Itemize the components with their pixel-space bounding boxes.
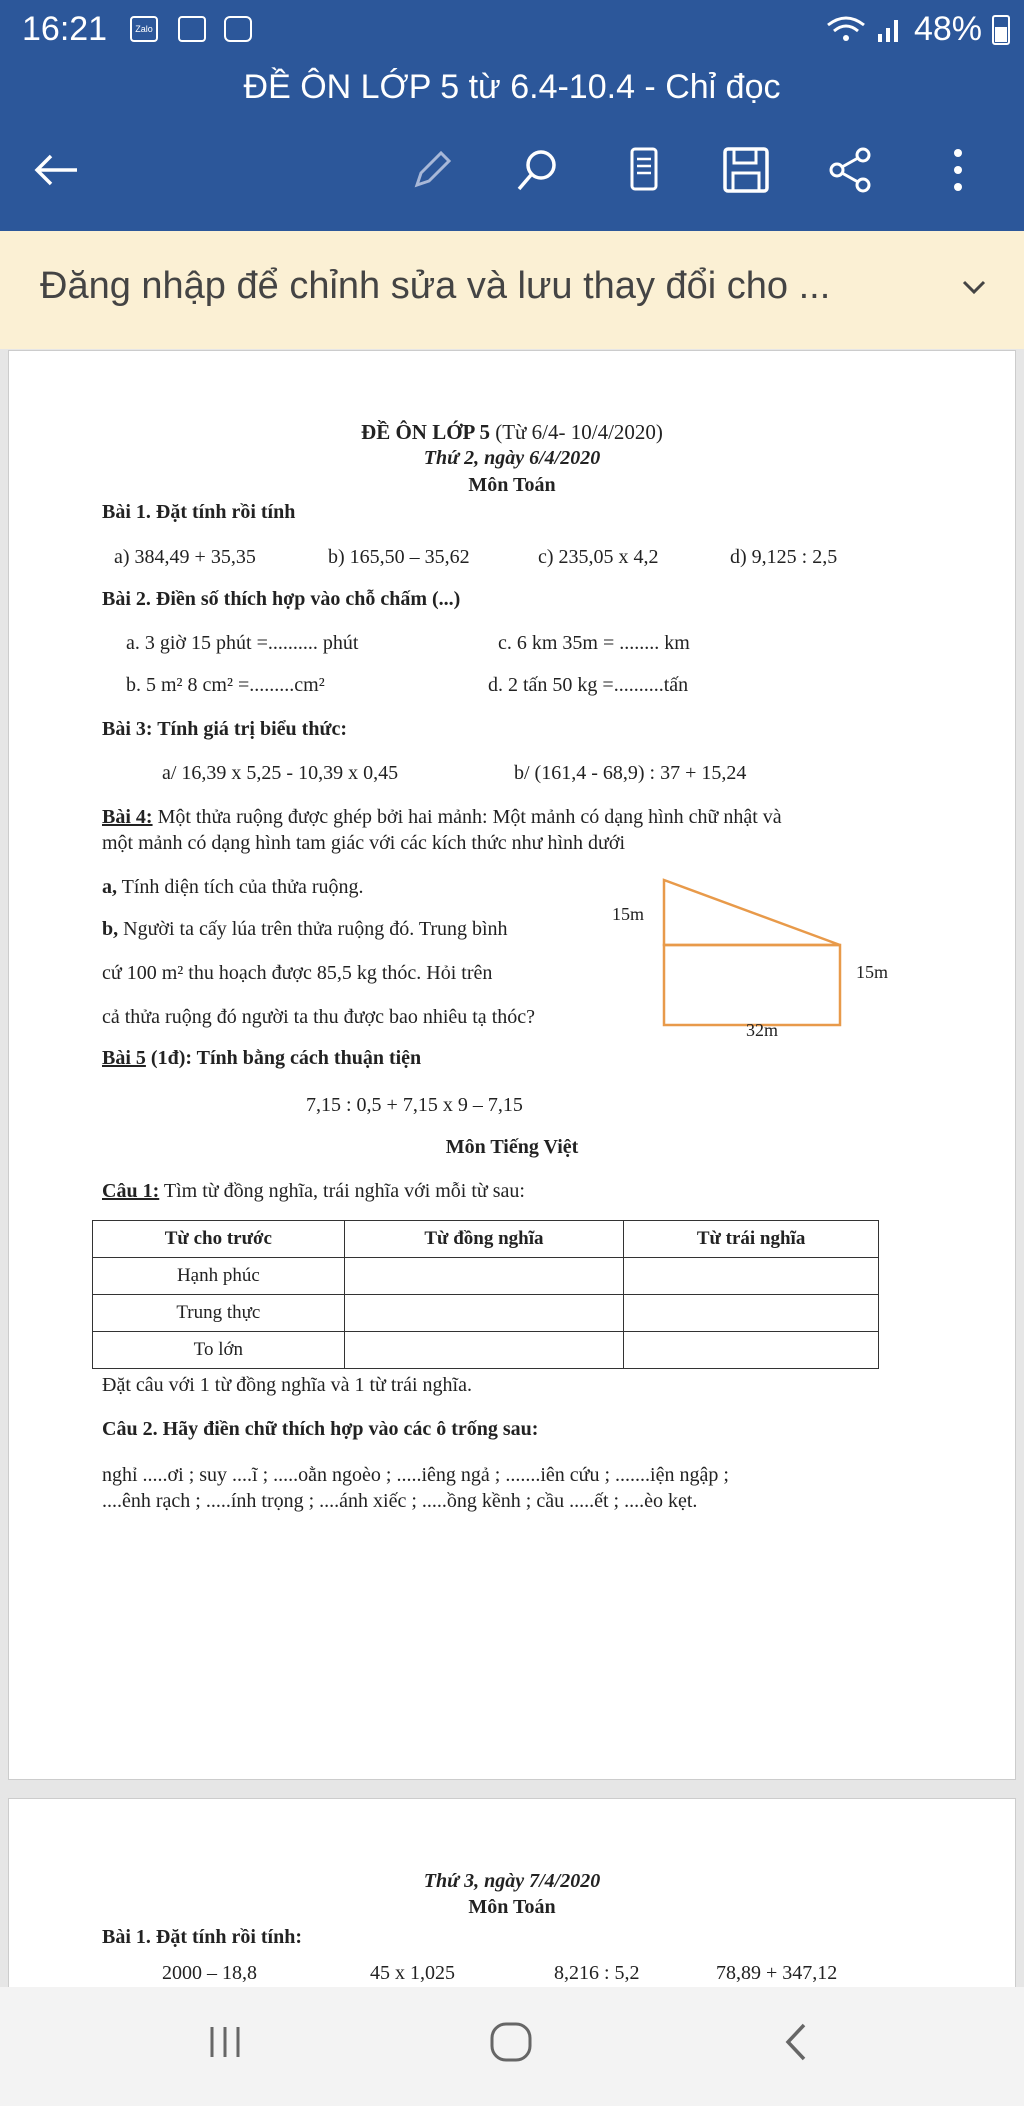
bai4-b2: cứ 100 m² thu hoạch được 85,5 kg thóc. Hỏi trên bbox=[102, 962, 493, 984]
cau2-line2: ....ênh rạch ; .....ính trọng ; ....ánh xiếc ; .....ồng kềnh ; cầu .....ết ; ....èo kẹt. bbox=[102, 1490, 698, 1512]
bai2-d: d. 2 tấn 50 kg =..........tấn bbox=[488, 674, 689, 696]
back-icon[interactable] bbox=[772, 2017, 822, 2072]
banner-text: Đăng nhập để chỉnh sửa và lưu thay đổi cho ... bbox=[40, 265, 831, 307]
p2-bai1-item: 45 x 1,025 bbox=[370, 1962, 455, 1984]
doc-date-2: Thứ 3, ngày 7/4/2020 bbox=[423, 1870, 601, 1892]
table-header: Từ cho trước bbox=[93, 1221, 345, 1258]
bai4-line2: một mảnh có dạng hình tam giác với các kích thức như hình dưới bbox=[102, 832, 625, 854]
bai2-a: a. 3 giờ 15 phút =.......... phút bbox=[126, 632, 359, 654]
subject-vietnamese: Môn Tiếng Việt bbox=[445, 1136, 579, 1158]
bai4-b1: b, Người ta cấy lúa trên thửa ruộng đó. Trung bình bbox=[102, 918, 508, 940]
bai1-item-b: b) 165,50 – 35,62 bbox=[328, 546, 470, 568]
recent-apps-icon[interactable] bbox=[200, 2017, 250, 2072]
bai4-line1: Bài 4: Một thửa ruộng được ghép bởi hai mảnh: Một mảnh có dạng hình chữ nhật và bbox=[102, 806, 782, 828]
bai2-title: Bài 2. Điền số thích hợp vào chỗ chấm (...) bbox=[102, 588, 461, 610]
bai4-a: a, Tính diện tích của thửa ruộng. bbox=[102, 876, 364, 898]
home-icon[interactable] bbox=[486, 2017, 536, 2072]
bai1-item-a: a) 384,49 + 35,35 bbox=[114, 546, 256, 568]
status-time: 16:21 bbox=[22, 10, 108, 48]
p2-bai1-item: 78,89 + 347,12 bbox=[716, 1962, 838, 1984]
bai5-expression: 7,15 : 0,5 + 7,15 x 9 – 7,15 bbox=[306, 1094, 523, 1116]
bai1-item-c: c) 235,05 x 4,2 bbox=[538, 546, 659, 568]
cau1-title: Câu 1: Tìm từ đồng nghĩa, trái nghĩa với mỗi từ sau: bbox=[102, 1180, 525, 1202]
fig-label-32m: 32m bbox=[746, 1020, 779, 1040]
subject-math-2: Môn Toán bbox=[468, 1896, 556, 1918]
table-header: Từ đồng nghĩa bbox=[344, 1221, 623, 1258]
document-title: ĐỀ ÔN LỚP 5 từ 6.4-10.4 - Chỉ đọc bbox=[243, 68, 781, 106]
bai5-title: Bài 5 (1đ): Tính bằng cách thuận tiện bbox=[102, 1047, 422, 1069]
doc-date-1: Thứ 2, ngày 6/4/2020 bbox=[423, 447, 601, 469]
fig-label-15m-right: 15m bbox=[856, 962, 889, 982]
cau1-note: Đặt câu với 1 từ đồng nghĩa và 1 từ trái nghĩa. bbox=[102, 1374, 472, 1396]
table-header: Từ trái nghĩa bbox=[624, 1221, 879, 1258]
bai2-c: c. 6 km 35m = ........ km bbox=[498, 632, 690, 654]
doc-heading: ĐỀ ÔN LỚP 5 (Từ 6/4- 10/4/2020) bbox=[361, 420, 663, 444]
table-cell: Hạnh phúc bbox=[93, 1258, 345, 1295]
zalo-notification-icon: Zalo bbox=[130, 16, 158, 42]
fig-label-15m-left: 15m bbox=[612, 904, 645, 924]
bai1-item-d: d) 9,125 : 2,5 bbox=[730, 546, 838, 568]
bai3-title: Bài 3: Tính giá trị biểu thức: bbox=[102, 718, 347, 740]
p2-bai1-item: 8,216 : 5,2 bbox=[554, 1962, 640, 1984]
bai3-b: b/ (161,4 - 68,9) : 37 + 15,24 bbox=[514, 762, 747, 784]
system-nav-bar bbox=[0, 1987, 1024, 2106]
subject-math: Môn Toán bbox=[468, 474, 556, 496]
p2-bai1-title: Bài 1. Đặt tính rồi tính: bbox=[102, 1926, 303, 1948]
p2-bai1-item: 2000 – 18,8 bbox=[162, 1962, 257, 1984]
table-cell: Trung thực bbox=[93, 1295, 345, 1332]
cau2-line1: nghỉ .....ơi ; suy ....ĩ ; .....oằn ngoèo ; .....iêng ngả ; .......iên cứu ; .......iện ngập ; bbox=[102, 1464, 729, 1486]
bai1-title: Bài 1. Đặt tính rồi tính bbox=[102, 501, 296, 523]
bai2-b: b. 5 m² 8 cm² =.........cm² bbox=[126, 674, 325, 696]
bai3-a: a/ 16,39 x 5,25 - 10,39 x 0,45 bbox=[162, 762, 399, 784]
cau2-title: Câu 2. Hãy điền chữ thích hợp vào các ô trống sau: bbox=[102, 1418, 539, 1440]
bai4-b3: cả thửa ruộng đó người ta thu được bao nhiêu tạ thóc? bbox=[102, 1006, 535, 1028]
table-cell: To lớn bbox=[93, 1332, 345, 1369]
battery-percent: 48% bbox=[913, 10, 982, 48]
